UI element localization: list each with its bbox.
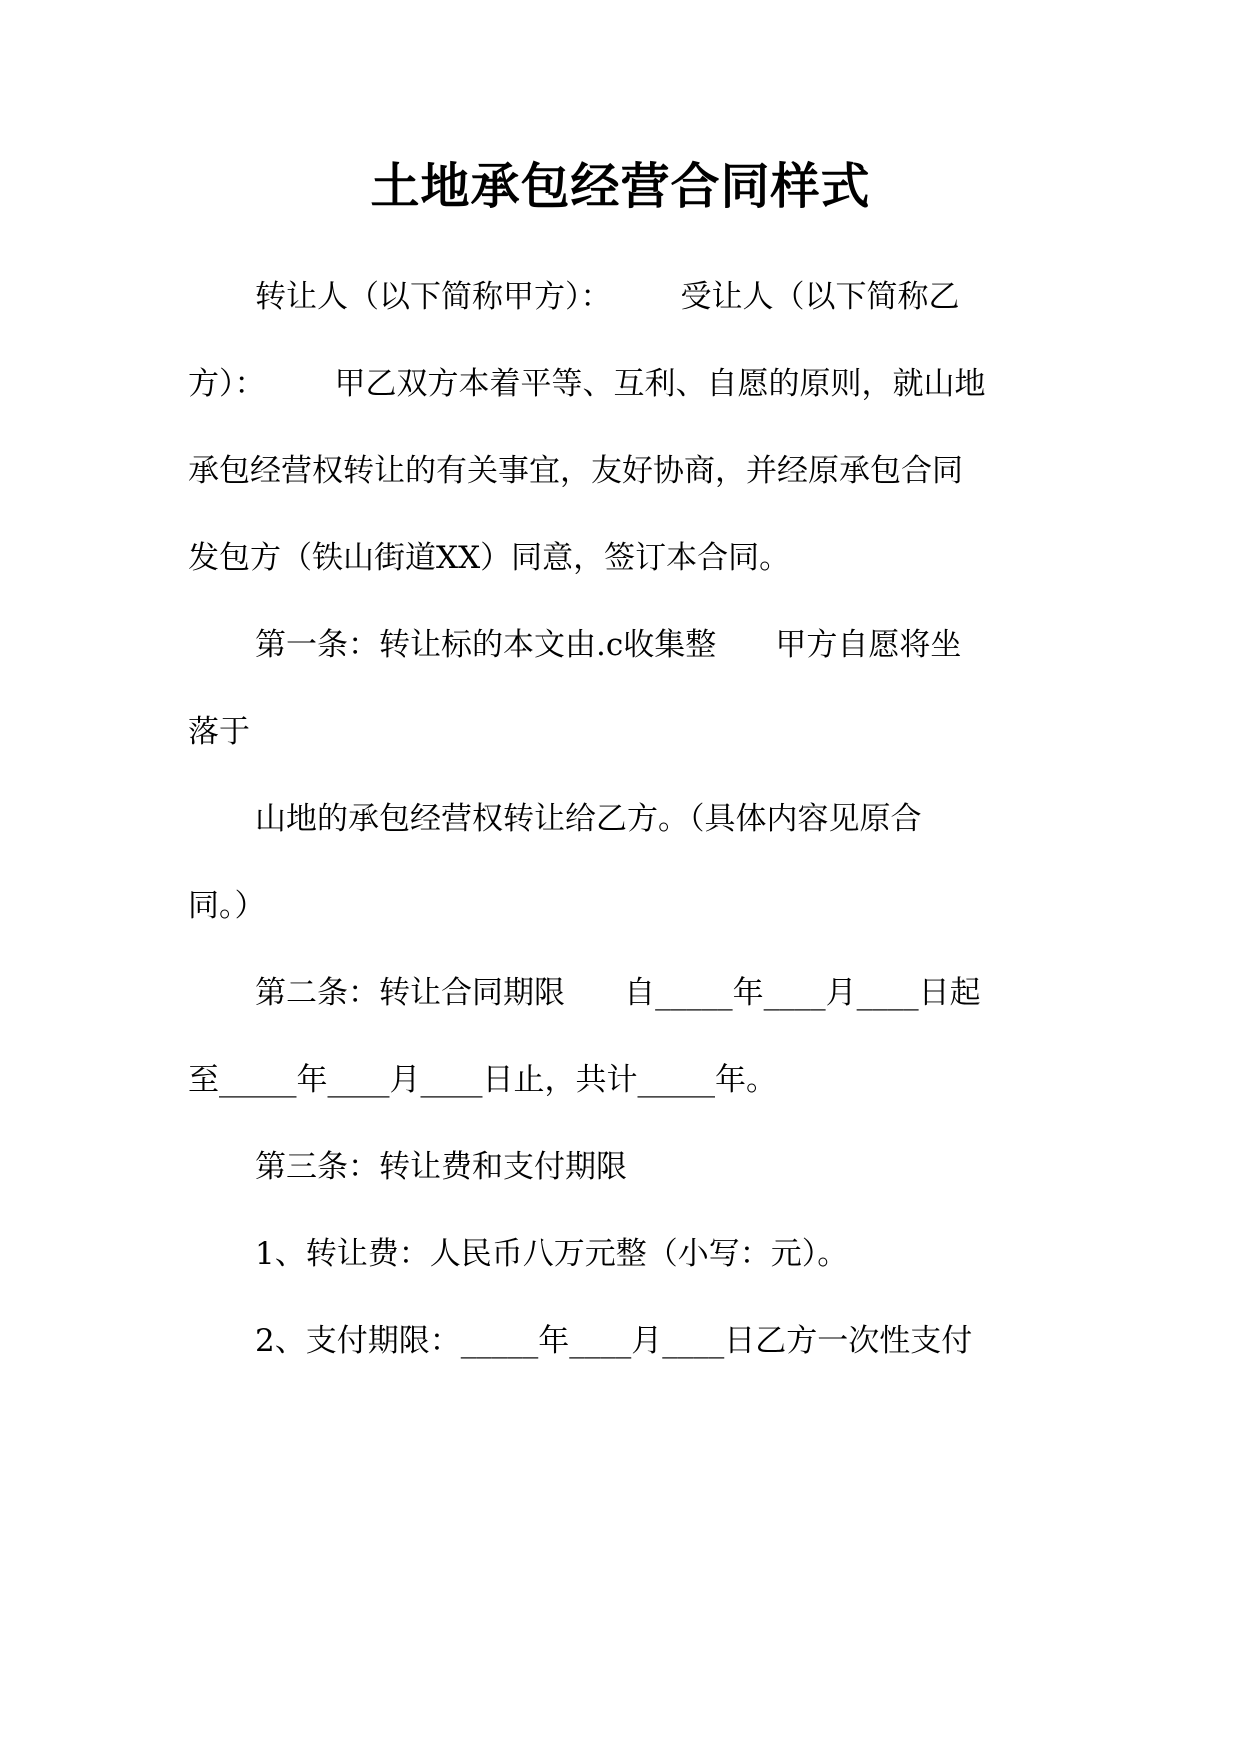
article-1-heading: 第一条：转让标的本文由.c收集整 甲方自愿将坐 [255, 627, 962, 663]
paragraph-line-parties-cont: 方）： 甲乙双方本着平等、互利、自愿的原则，就山地 [188, 366, 986, 402]
paragraph-line-intro-end: 发包方（铁山街道XX）同意，签订本合同。 [188, 540, 791, 576]
article-1-line-end: 同。） [188, 888, 266, 924]
article-2-heading: 第二条：转让合同期限 自_____年____月____日起 [255, 975, 981, 1011]
article-1-line-cont: 落于 [188, 714, 250, 750]
document-title: 土地承包经营合同样式 [370, 158, 871, 215]
article-2-line-cont: 至_____年____月____日止，共计_____年。 [188, 1062, 777, 1098]
article-1-line-body: 山地的承包经营权转让给乙方。（具体内容见原合 [255, 801, 922, 837]
article-3-item-2: 2、支付期限：_____年____月____日乙方一次性支付 [255, 1323, 973, 1359]
article-3-heading: 第三条：转让费和支付期限 [255, 1149, 627, 1185]
paragraph-line-parties: 转让人（以下简称甲方）： 受让人（以下简称乙 [255, 279, 960, 315]
paragraph-line-intro: 承包经营权转让的有关事宜，友好协商，并经原承包合同 [188, 453, 963, 489]
article-3-item-1: 1、转让费：人民币八万元整（小写：元）。 [255, 1236, 849, 1272]
